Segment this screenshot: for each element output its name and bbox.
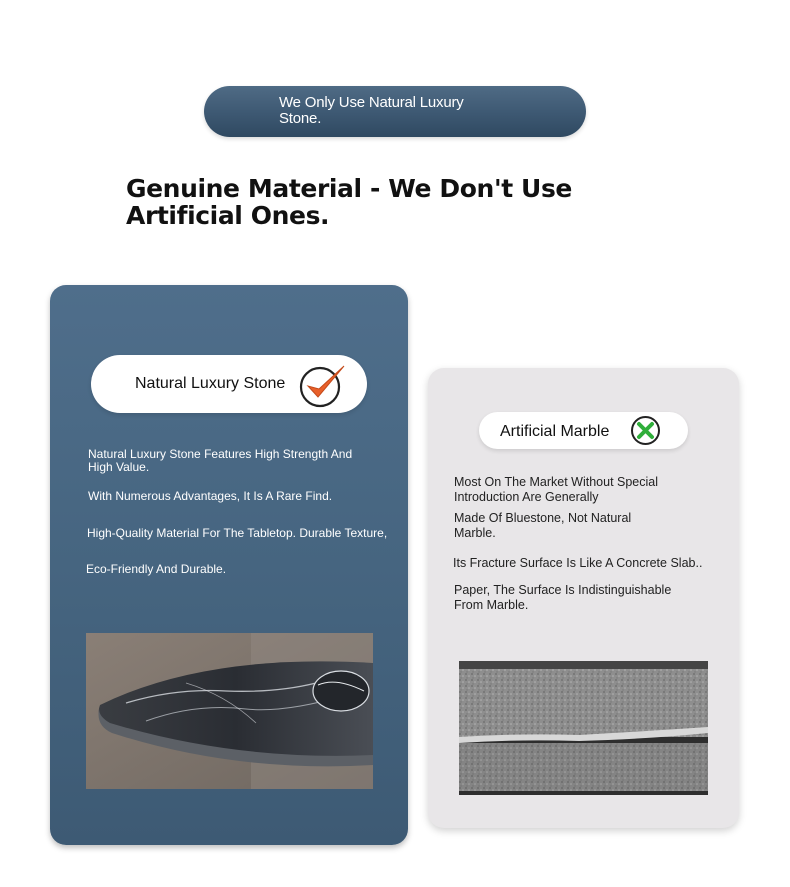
natural-stone-label-pill [91, 355, 367, 413]
page-title: Genuine Material - We Don't Use Artificial Ones. [126, 174, 572, 230]
marble-tabletop-photo [86, 633, 373, 789]
artificial-line-3: Its Fracture Surface Is Like A Concrete Slab.. [453, 556, 703, 570]
natural-stone-label: Natural Luxury Stone [135, 375, 286, 392]
artificial-line-1: Most On The Market Without Special Introduction Are Generally [454, 475, 659, 504]
natural-line-4: Eco-Friendly And Durable. [86, 562, 227, 576]
natural-line-1: Natural Luxury Stone Features High Strength And High Value. [88, 447, 353, 474]
top-banner [204, 86, 586, 137]
x-mark-icon [630, 415, 661, 446]
natural-line-2: With Numerous Advantages, It Is A Rare Find. [88, 489, 333, 503]
natural-line-3: High-Quality Material For The Tabletop. Durable Texture, [87, 526, 388, 540]
artificial-line-2: Made Of Bluestone, Not Natural Marble. [454, 511, 632, 540]
artificial-marble-label: Artificial Marble [500, 423, 610, 440]
top-banner-text: We Only Use Natural Luxury Stone. [279, 94, 464, 127]
artificial-marble-label-pill [479, 412, 688, 449]
checkmark-icon [298, 360, 350, 408]
artificial-line-4: Paper, The Surface Is Indistinguishable From Marble. [454, 583, 672, 612]
bluestone-slab-photo [459, 661, 708, 795]
